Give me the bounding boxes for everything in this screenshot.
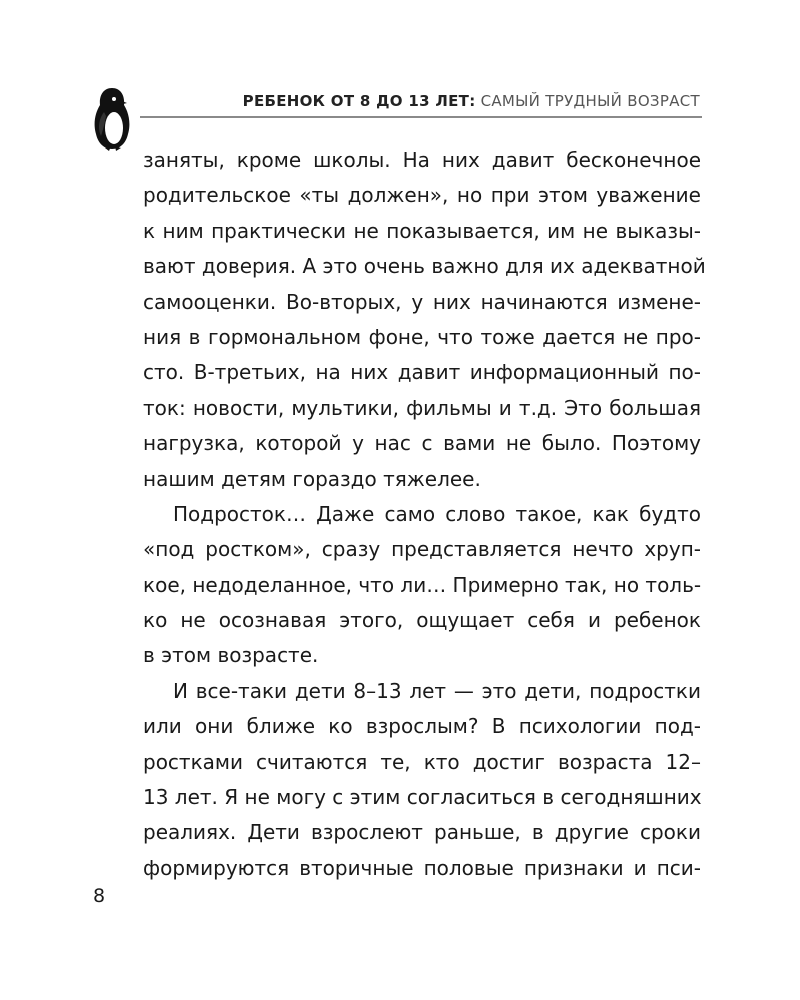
text-line: родительское «ты должен», но при этом уважение [143, 183, 701, 208]
text-line: или они ближе ко взрослым? В психологии под- [143, 714, 701, 739]
text-line: 13 лет. Я не могу с этим согласиться в сегодняшних [143, 785, 702, 810]
text-line: кое, недоделанное, что ли… Примерно так, но толь- [143, 572, 702, 597]
text-line: И все-таки дети 8–13 лет — это дети, подростки [173, 678, 701, 703]
text-line: сто. В-третьих, на них давит информационный по- [143, 360, 701, 385]
text-line: ток: новости, мультики, фильмы и т.д. Это большая [143, 395, 701, 420]
text-line: ко не осознавая этого, ощущает себя и ребенок [143, 608, 701, 633]
text-line: заняты, кроме школы. На них давит бесконечное [143, 148, 701, 172]
text-line: вают доверия. А это очень важно для их адекватной [143, 254, 706, 279]
chapter-title-light: САМЫЙ ТРУДНЫЙ ВОЗРАСТ [475, 92, 700, 110]
text-line: Подросток… Даже само слово такое, как будто [173, 501, 701, 526]
text-line: реалиях. Дети взрослеют раньше, в другие сроки [143, 820, 701, 845]
text-line: формируются вторичные половые признаки и пси- [143, 855, 701, 880]
text-line: нашим детям гораздо тяжелее. [143, 466, 481, 491]
body-text [143, 143, 706, 886]
text-line: самооценки. Во-вторых, у них начинаются измене- [143, 289, 701, 314]
chapter-title-bold: РЕБЕНОК ОТ 8 ДО 13 ЛЕТ: [242, 92, 476, 110]
header-rule [140, 116, 702, 118]
text-line: «под ростком», сразу представляется нечто хруп- [143, 537, 701, 562]
text-line: ния в гормональном фоне, что тоже дается не про- [143, 324, 701, 349]
text-line: нагрузка, которой у нас с вами не было. Поэтому [143, 431, 701, 456]
penguin-icon [92, 86, 132, 152]
page-number: 8 [93, 885, 106, 907]
text-line: к ним практически не показывается, им не выказы- [143, 218, 701, 243]
running-head [140, 92, 700, 110]
text-line: ростками считаются те, кто достиг возраста 12– [143, 749, 701, 774]
text-line: в этом возрасте. [143, 643, 319, 668]
